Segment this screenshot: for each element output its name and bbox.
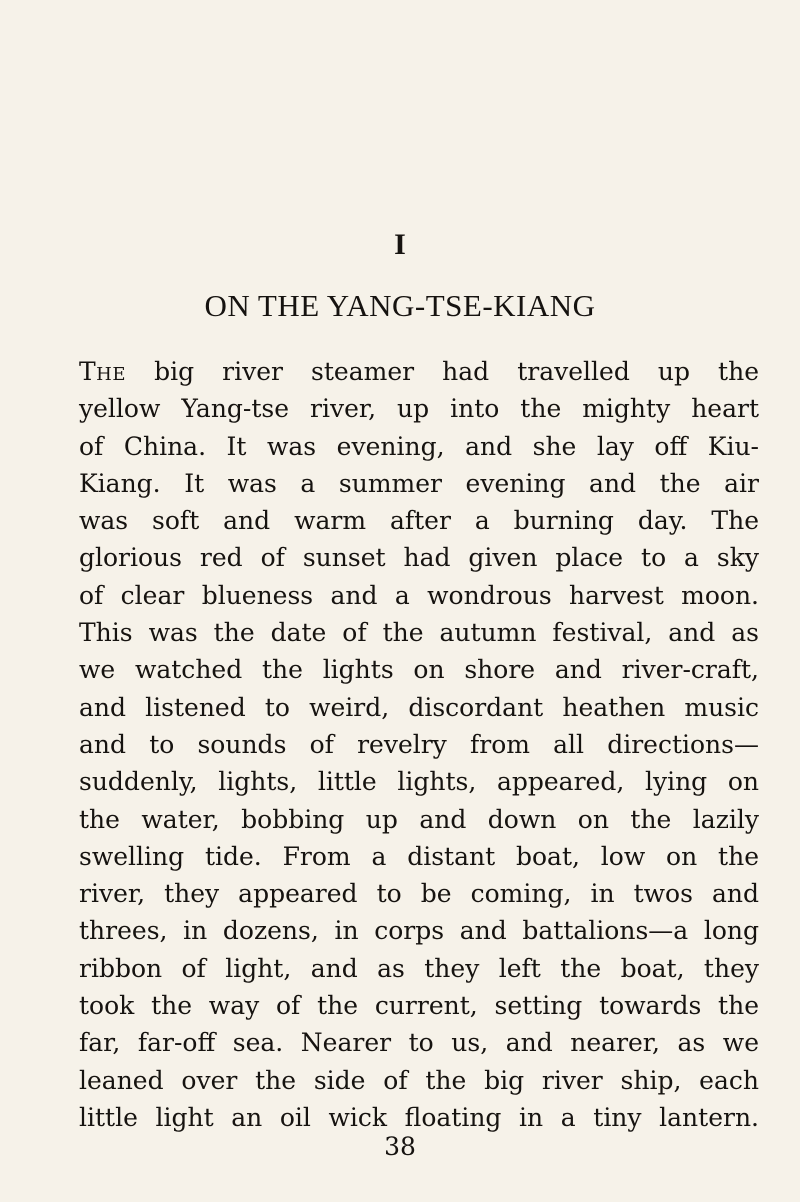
text-line-content: big river steamer had travelled up the	[126, 357, 759, 386]
text-line: Kiang. It was a summer evening and the air	[79, 468, 759, 498]
text-line: little light an oil wick floating in a tiny lantern.	[79, 1102, 759, 1132]
text-line: river, they appeared to be coming, in twos and	[79, 879, 759, 909]
text-line: leaned over the side of the big river ship, each	[79, 1065, 759, 1095]
chapter-number: I	[394, 228, 406, 261]
text-line: and listened to weird, discordant heathen music	[79, 692, 759, 722]
text-line: This was the date of the autumn festival, and as	[79, 618, 759, 648]
text-line: was soft and warm after a burning day. The	[79, 506, 759, 536]
text-line: yellow Yang-tse river, up into the mighty heart	[79, 394, 759, 424]
text-line: and to sounds of revelry from all directions—	[79, 729, 759, 759]
chapter-title: ON THE YANG-TSE-KIANG	[204, 288, 596, 323]
text-line	[79, 353, 759, 390]
page-number: 38	[384, 1132, 416, 1161]
text-line: suddenly, lights, little lights, appeared, lying on	[79, 767, 759, 797]
text-line: the water, bobbing up and down on the lazily	[79, 804, 759, 834]
text-line: took the way of the current, setting towards the	[79, 991, 759, 1021]
body-text	[79, 353, 759, 1136]
text-line: threes, in dozens, in corps and battalions—a long	[79, 916, 759, 946]
text-line: glorious red of sunset had given place to a sky	[79, 543, 759, 573]
text-line: far, far-off sea. Nearer to us, and nearer, as we	[79, 1028, 759, 1058]
text-line: of China. It was evening, and she lay off Kiu-	[79, 431, 759, 461]
text-line: we watched the lights on shore and river-craft,	[79, 655, 759, 685]
text-line: of clear blueness and a wondrous harvest moon.	[79, 580, 759, 610]
text-line: ribbon of light, and as they left the boat, they	[79, 953, 759, 983]
text-line: swelling tide. From a distant boat, low on the	[79, 841, 759, 871]
opening-word: The	[79, 357, 127, 386]
